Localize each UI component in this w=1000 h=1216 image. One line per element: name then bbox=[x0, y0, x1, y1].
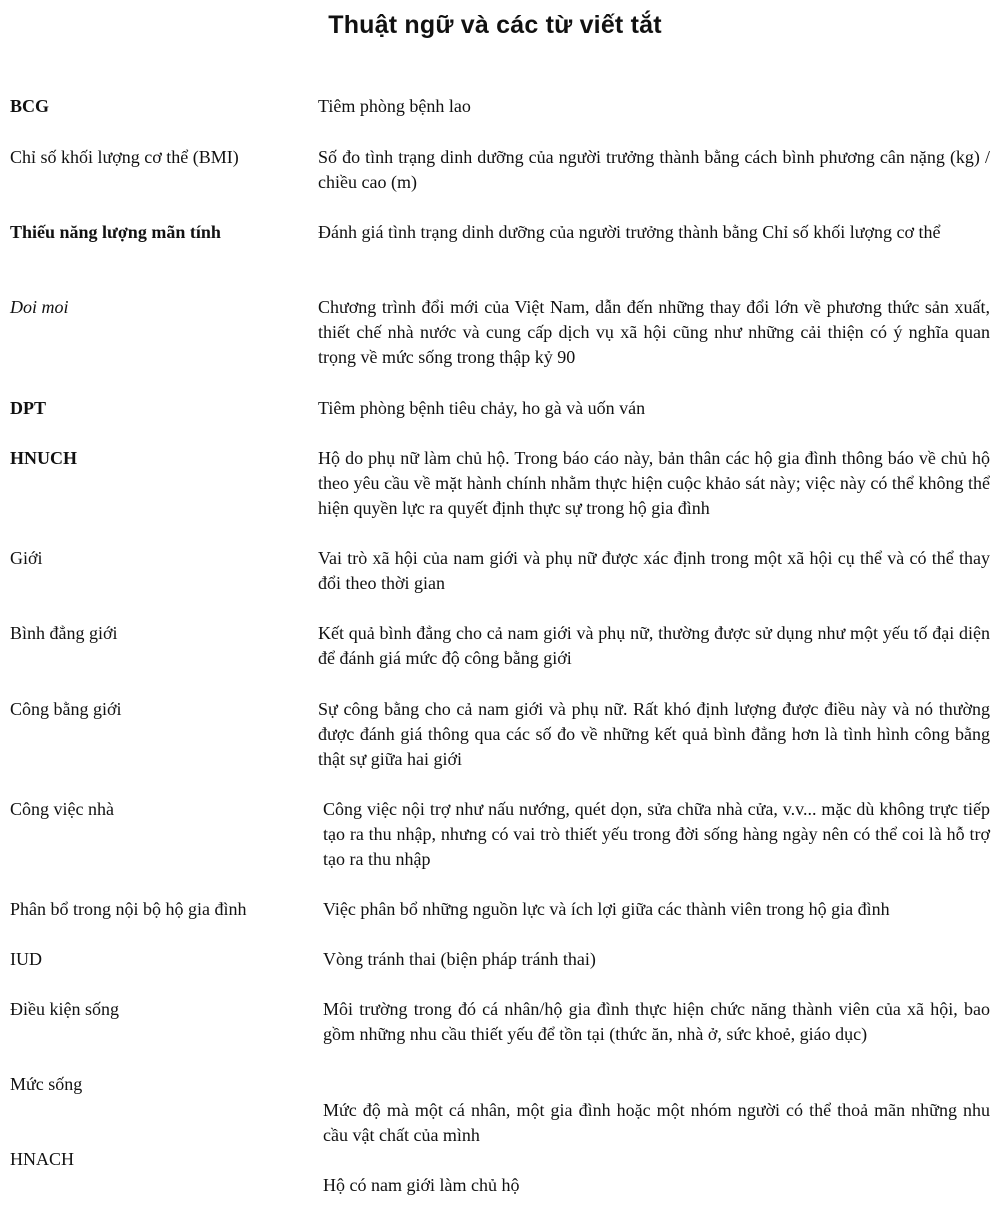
glossary-definition: Việc phân bổ những nguồn lực và ích lợi giữa các thành viên trong hộ gia đình bbox=[323, 899, 890, 919]
glossary-term: Doi moi bbox=[10, 297, 69, 317]
glossary-term: HNACH bbox=[10, 1149, 75, 1169]
glossary-term: BCG bbox=[10, 96, 50, 116]
glossary-term: Phân bổ trong nội bộ hộ gia đình bbox=[10, 899, 247, 919]
glossary-definition: Hộ có nam giới làm chủ hộ bbox=[323, 1175, 520, 1195]
glossary-definition: Số đo tình trạng dinh dưỡng của người trưởng thành bằng cách bình phương cân nặng (kg) / chiều cao (m) bbox=[318, 147, 990, 192]
glossary-definition: Mức độ mà một cá nhân, một gia đình hoặc một nhóm người có thể thoả mãn những nhu cầu vật chất của mình bbox=[323, 1100, 990, 1145]
glossary-term: DPT bbox=[10, 398, 46, 418]
glossary-definition: Vai trò xã hội của nam giới và phụ nữ được xác định trong một xã hội cụ thể và có thể thay đổi theo thời gian bbox=[318, 548, 990, 593]
page-title: Thuật ngữ và các từ viết tắt bbox=[328, 11, 662, 39]
glossary-definition: Môi trường trong đó cá nhân/hộ gia đình thực hiện chức năng thành viên của xã hội, bao gồm những nhu cầu thiết yếu để tồn tại (thức ăn, nhà ở, sức khoẻ, giáo dục) bbox=[323, 999, 990, 1044]
glossary-definition: Công việc nội trợ như nấu nướng, quét dọn, sửa chữa nhà cửa, v.v... mặc dù không trực tiếp tạo ra thu nhập, nhưng có vai trò thiết yếu trong đời sống hàng ngày nên có thể coi là hỗ trợ tạo ra thu nhập bbox=[323, 799, 990, 869]
glossary-term: Điều kiện sống bbox=[10, 999, 119, 1019]
glossary-term: Mức sống bbox=[10, 1074, 83, 1094]
glossary-term: Chỉ số khối lượng cơ thể (BMI) bbox=[10, 147, 239, 167]
glossary-definition: Tiêm phòng bệnh lao bbox=[318, 96, 471, 116]
glossary-term: Công bằng giới bbox=[10, 699, 122, 719]
glossary-definition: Vòng tránh thai (biện pháp tránh thai) bbox=[323, 949, 596, 969]
glossary-term: IUD bbox=[10, 949, 42, 969]
glossary-term: Bình đẳng giới bbox=[10, 623, 118, 643]
glossary-definition: Chương trình đổi mới của Việt Nam, dẫn đến những thay đổi lớn về phương thức sản xuất, thiết chế nhà nước và cung cấp dịch vụ xã hội cũng như những cải thiện có ý nghĩa quan trọng về mức sống trong thập kỷ 90 bbox=[318, 297, 990, 367]
glossary-definition: Tiêm phòng bệnh tiêu chảy, ho gà và uốn ván bbox=[318, 398, 646, 418]
glossary-term: Công việc nhà bbox=[10, 799, 114, 819]
glossary-definition: Kết quả bình đẳng cho cả nam giới và phụ nữ, thường được sử dụng như một yếu tố đại diện để đánh giá mức độ công bằng giới bbox=[318, 623, 990, 668]
glossary-definition: Hộ do phụ nữ làm chủ hộ. Trong báo cáo này, bản thân các hộ gia đình thông báo về chủ hộ theo yêu cầu về mặt hành chính nhằm thực hiện cuộc khảo sát này; việc này có thể không thể hiện quyền lực ra quyết định thực sự trong hộ gia đình bbox=[318, 448, 990, 518]
glossary-term: HNUCH bbox=[10, 448, 77, 468]
glossary-term: Giới bbox=[10, 548, 43, 568]
glossary-term: Thiếu năng lượng mãn tính bbox=[10, 222, 221, 242]
glossary-definition: Sự công bằng cho cả nam giới và phụ nữ. Rất khó định lượng được điều này và nó thường được đánh giá thông qua các số đo về những kết quả bình đẳng hơn là tình hình công bằng thật sự giữa hai giới bbox=[318, 699, 990, 769]
glossary-definition: Đánh giá tình trạng dinh dưỡng của người trưởng thành bằng Chỉ số khối lượng cơ thể bbox=[318, 222, 941, 242]
